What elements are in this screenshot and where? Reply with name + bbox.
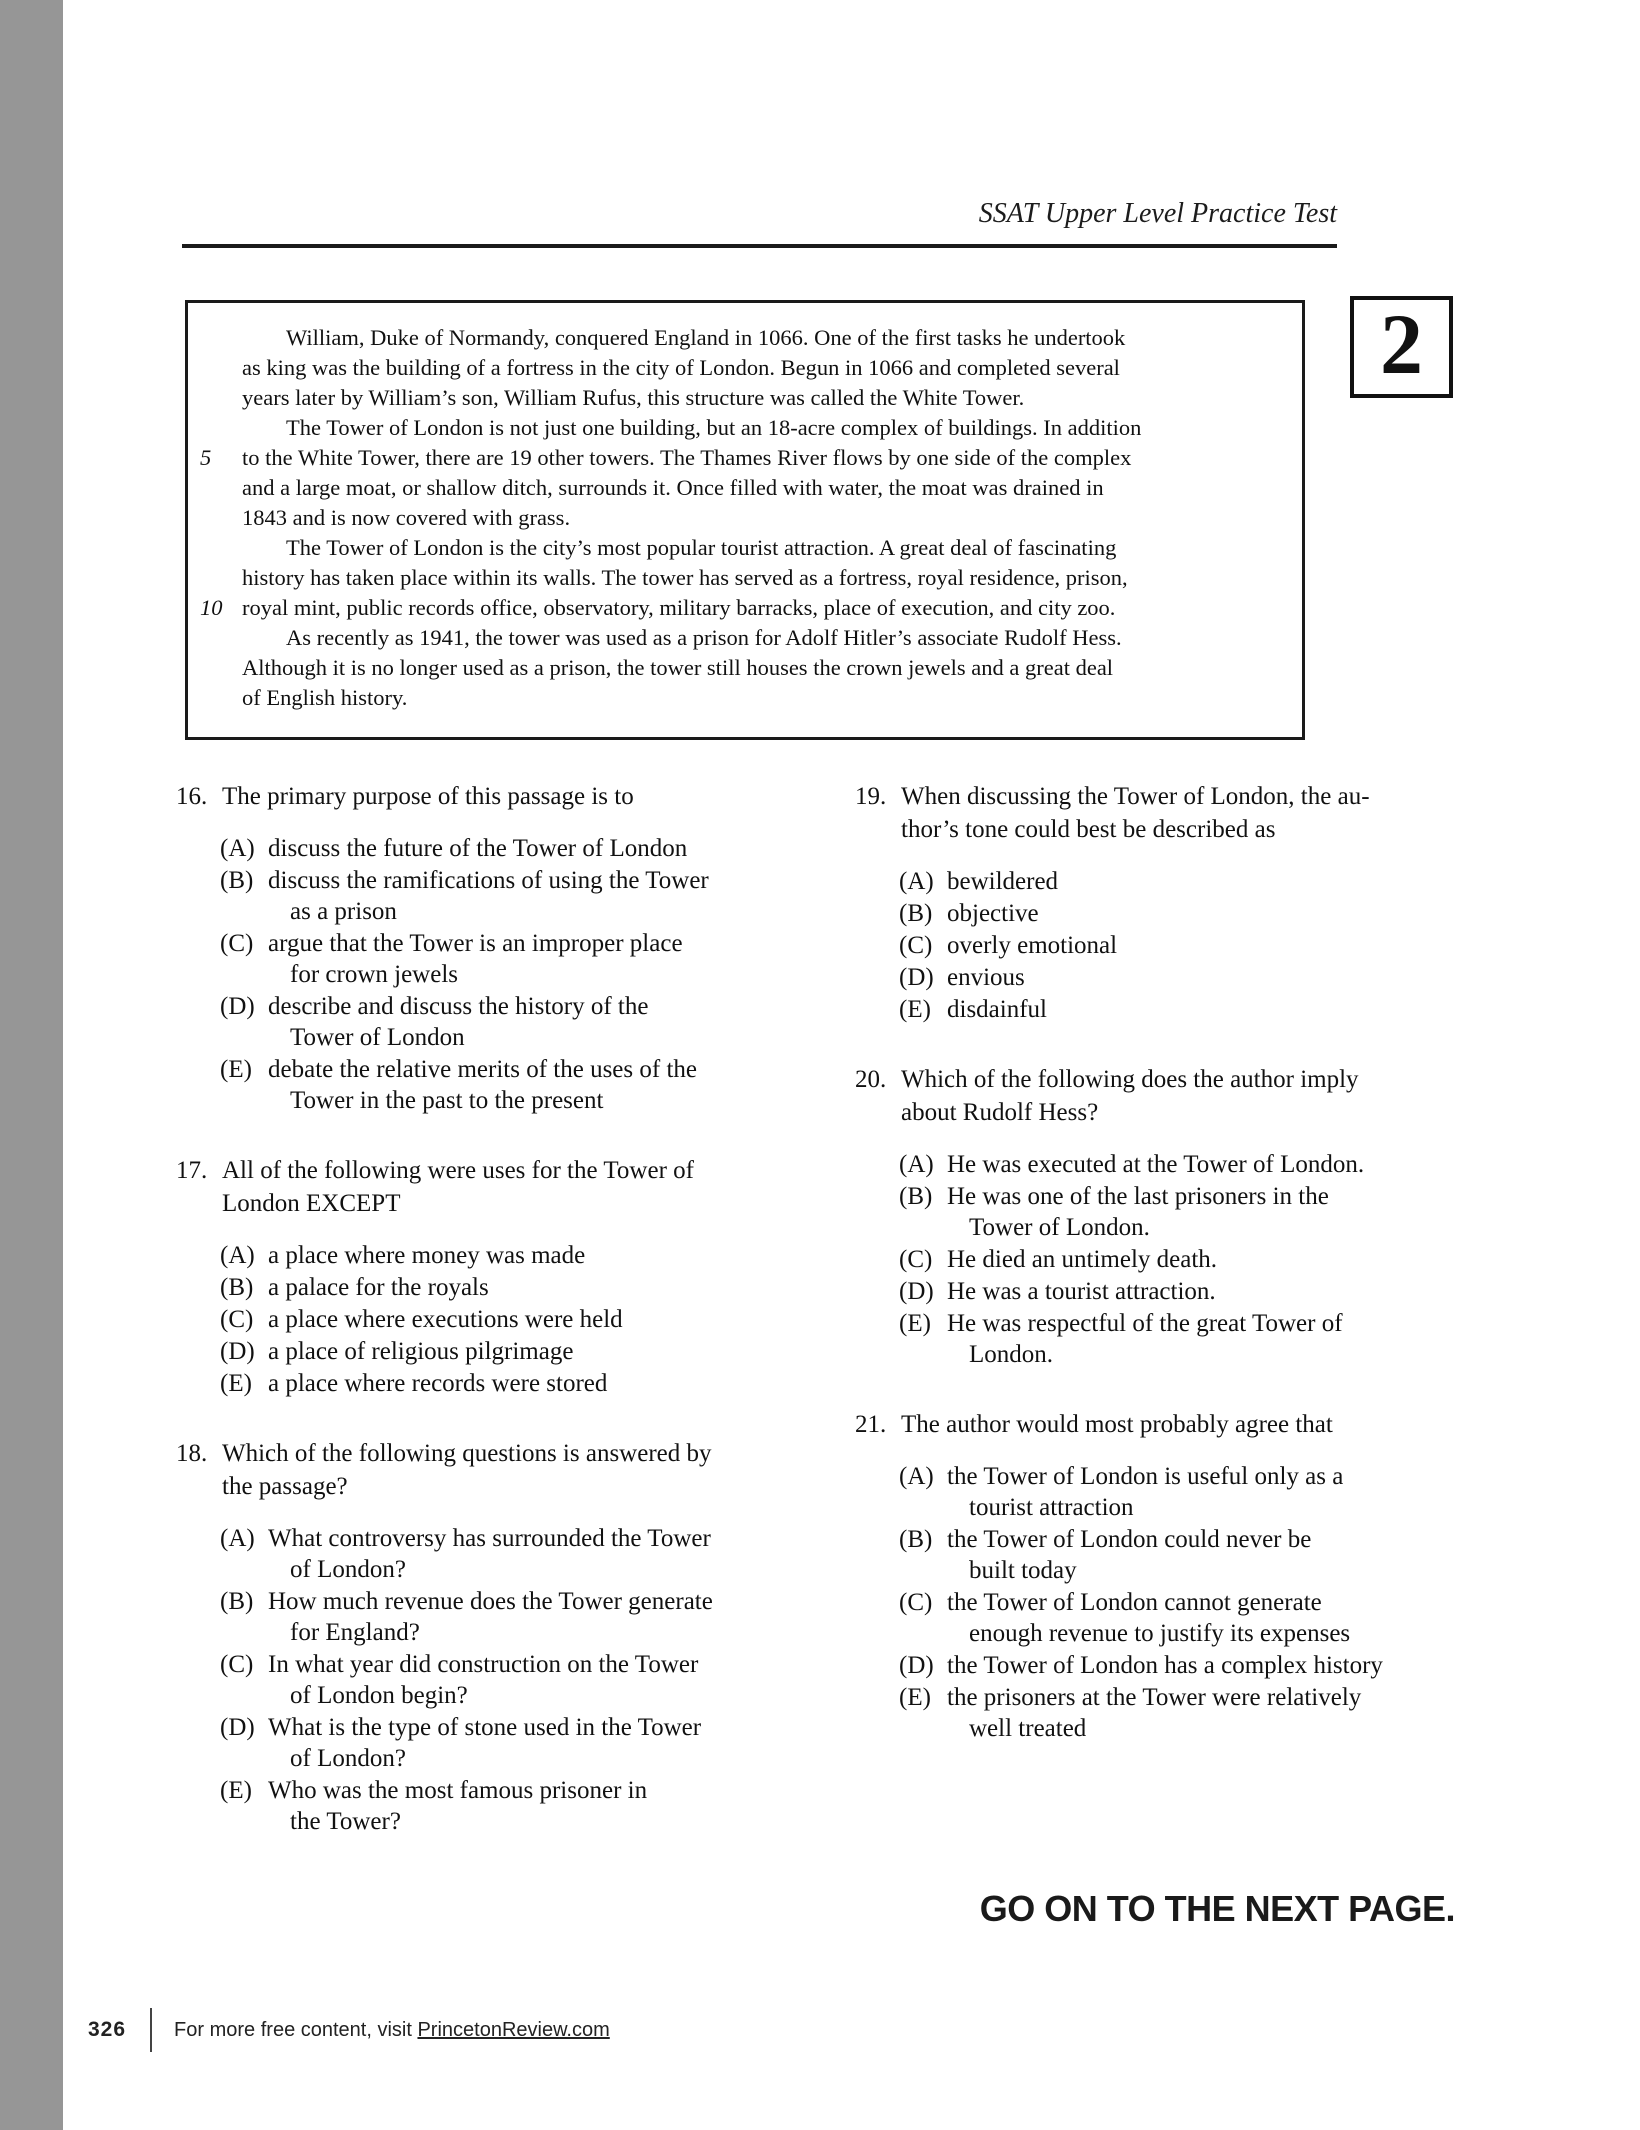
footer-divider [150, 2008, 152, 2052]
passage-text: The Tower of London is not just one building, but an 18-acre complex of buildings. In addition [286, 415, 1142, 440]
option-text-line: Tower of London. [969, 1214, 1150, 1241]
passage-line [196, 413, 1288, 443]
option-text-line: a place where money was made [268, 1242, 586, 1269]
option-text-line: What is the type of stone used in the Tower [268, 1714, 702, 1741]
passage-line [196, 653, 1288, 683]
answer-option [899, 866, 1515, 897]
answer-option [220, 1240, 836, 1271]
passage-line [196, 533, 1288, 563]
passage-text: As recently as 1941, the tower was used as a prison for Adolf Hitler’s associate Rudolf Hess. [286, 625, 1122, 650]
option-text [268, 1368, 836, 1399]
answer-option [899, 1276, 1515, 1307]
option-text-line: for crown jewels [290, 961, 458, 988]
answer-options [220, 833, 836, 1116]
passage-line [196, 623, 1288, 653]
option-text-line: objective [947, 900, 1039, 927]
option-letter: (A) [220, 1525, 255, 1552]
answer-options [899, 866, 1515, 1025]
option-text-line: enough revenue to justify its expenses [969, 1620, 1351, 1647]
passage-text: and a large moat, or shallow ditch, surrounds it. Once filled with water, the moat was drained in [242, 475, 1104, 500]
line-number: 10 [200, 595, 223, 620]
footer-text [174, 2019, 610, 2042]
answer-option [899, 962, 1515, 993]
option-text [947, 930, 1515, 961]
option-text-line: In what year did construction on the Tower [268, 1651, 699, 1678]
header-title: SSAT Upper Level Practice Test [978, 198, 1337, 229]
option-text [268, 1304, 836, 1335]
option-letter: (E) [220, 1056, 252, 1083]
question-stem-line: London EXCEPT [222, 1190, 401, 1217]
option-text [947, 1650, 1515, 1681]
passage-line [196, 683, 1288, 713]
page-edge-bar [0, 0, 63, 2130]
option-text-line: He was a tourist attraction. [947, 1278, 1216, 1305]
passage-line [196, 383, 1288, 413]
question [176, 1437, 836, 1837]
question-stem-text [222, 1437, 836, 1503]
option-text-line: Tower in the past to the present [290, 1087, 604, 1114]
answer-option [220, 1272, 836, 1303]
option-letter: (E) [220, 1777, 252, 1804]
option-letter: (E) [899, 1684, 931, 1711]
line-number [196, 413, 242, 443]
option-letter: (C) [220, 1306, 254, 1333]
answer-option [220, 1054, 836, 1116]
question-stem-line: When discussing the Tower of London, the au- [901, 783, 1370, 810]
option-text-line: He was executed at the Tower of London. [947, 1151, 1365, 1178]
option-letter: (B) [220, 867, 254, 894]
option-letter: (C) [899, 1589, 933, 1616]
option-letter: (E) [899, 996, 931, 1023]
option-text [268, 1272, 836, 1303]
answer-option [220, 1649, 836, 1711]
question-stem-text [901, 1408, 1515, 1441]
answer-option [899, 1461, 1515, 1523]
option-text-line: envious [947, 964, 1025, 991]
option-text [947, 1149, 1515, 1180]
section-number: 2 [1380, 296, 1423, 392]
option-text [268, 1336, 836, 1367]
page-number: 326 [88, 2018, 127, 2041]
option-text [947, 994, 1515, 1025]
option-text-line: the Tower of London is useful only as a [947, 1463, 1344, 1490]
passage-text: history has taken place within its walls. The tower has served as a fortress, royal residence, prison, [242, 565, 1128, 590]
passage-line [196, 473, 1288, 503]
page-footer [88, 2008, 610, 2052]
answer-option [220, 1586, 836, 1648]
option-letter: (A) [899, 868, 934, 895]
option-text-line: Who was the most famous prisoner in [268, 1777, 648, 1804]
option-text [268, 1523, 836, 1585]
question-stem [855, 780, 1515, 846]
option-text-line: the Tower of London cannot generate [947, 1589, 1322, 1616]
option-text-line: the prisoners at the Tower were relatively [947, 1684, 1362, 1711]
passage-text: to the White Tower, there are 19 other towers. The Thames River flows by one side of the complex [242, 445, 1132, 470]
option-letter: (A) [899, 1151, 934, 1178]
option-letter: (A) [899, 1463, 934, 1490]
line-number [196, 563, 242, 593]
question-number: 20. [855, 1066, 887, 1093]
question-stem-text [222, 780, 836, 813]
passage-line [196, 563, 1288, 593]
option-text-line: argue that the Tower is an improper place [268, 930, 683, 957]
option-letter: (B) [899, 1526, 933, 1553]
answer-option [220, 833, 836, 864]
option-letter: (D) [220, 1338, 255, 1365]
question-stem [855, 1063, 1515, 1129]
option-text [268, 991, 836, 1053]
option-text-line: of London begin? [290, 1682, 468, 1709]
question-stem [855, 1408, 1515, 1441]
passage-lines [196, 323, 1288, 713]
passage-line [196, 353, 1288, 383]
question [176, 1154, 836, 1399]
option-text-line: describe and discuss the history of the [268, 993, 649, 1020]
option-text [947, 1587, 1515, 1649]
option-text-line: debate the relative merits of the uses of the [268, 1056, 698, 1083]
question-stem [176, 780, 836, 813]
answer-option [899, 930, 1515, 961]
question-number: 19. [855, 783, 887, 810]
option-text [947, 1461, 1515, 1523]
line-number [196, 323, 242, 353]
option-text-line: the Tower of London has a complex history [947, 1652, 1383, 1679]
answer-option [899, 1308, 1515, 1370]
option-letter: (D) [220, 993, 255, 1020]
answer-option [899, 1587, 1515, 1649]
question-stem-line: the passage? [222, 1473, 348, 1500]
answer-option [899, 1682, 1515, 1744]
option-text-line: What controversy has surrounded the Tower [268, 1525, 711, 1552]
option-text-line: He died an untimely death. [947, 1246, 1218, 1273]
option-letter: (C) [899, 1246, 933, 1273]
answer-option [899, 1181, 1515, 1243]
line-number [196, 503, 242, 533]
answer-option [220, 1712, 836, 1774]
answer-options [899, 1149, 1515, 1370]
option-text-line: London. [969, 1341, 1054, 1368]
option-text-line: He was respectful of the great Tower of [947, 1310, 1343, 1337]
question-stem [176, 1154, 836, 1220]
answer-option [899, 1149, 1515, 1180]
option-letter: (E) [899, 1310, 931, 1337]
question [855, 780, 1515, 1025]
option-letter: (C) [220, 930, 254, 957]
option-letter: (E) [220, 1370, 252, 1397]
answer-options [899, 1461, 1515, 1744]
option-text [268, 1712, 836, 1774]
question-stem-line: Which of the following questions is answered by [222, 1440, 712, 1467]
option-text-line: well treated [969, 1715, 1087, 1742]
passage-text: 1843 and is now covered with grass. [242, 505, 571, 530]
option-letter: (B) [899, 900, 933, 927]
option-text [268, 865, 836, 927]
option-text [947, 1308, 1515, 1370]
answer-option [220, 991, 836, 1053]
passage-text: royal mint, public records office, observatory, military barracks, place of execution, and city zoo. [242, 595, 1116, 620]
option-letter: (B) [220, 1274, 254, 1301]
line-number [196, 653, 242, 683]
question-stem-line: Which of the following does the author imply [901, 1066, 1359, 1093]
answer-option [220, 928, 836, 990]
option-text [947, 1244, 1515, 1275]
question-number: 16. [176, 783, 208, 810]
passage-line [196, 593, 1288, 623]
line-number [196, 473, 242, 503]
question-number: 18. [176, 1440, 208, 1467]
line-number [196, 353, 242, 383]
option-text [268, 1054, 836, 1116]
option-text-line: of London? [290, 1745, 406, 1772]
option-letter: (D) [899, 1278, 934, 1305]
option-text-line: a place where records were stored [268, 1370, 608, 1397]
line-number [196, 683, 242, 713]
option-text-line: tourist attraction [969, 1494, 1134, 1521]
option-text [947, 1682, 1515, 1744]
passage-text: of English history. [242, 685, 408, 710]
option-text-line: disdainful [947, 996, 1047, 1023]
question-stem-line: All of the following were uses for the Tower of [222, 1157, 694, 1184]
option-text-line: a palace for the royals [268, 1274, 489, 1301]
option-text-line: of London? [290, 1556, 406, 1583]
question-stem-line: thor’s tone could best be described as [901, 816, 1276, 843]
answer-options [220, 1523, 836, 1837]
passage-text: William, Duke of Normandy, conquered England in 1066. One of the first tasks he undertook [286, 325, 1126, 350]
line-number [196, 383, 242, 413]
passage-box [185, 300, 1305, 740]
answer-option [899, 994, 1515, 1025]
option-letter: (D) [899, 964, 934, 991]
passage-text: Although it is no longer used as a prison, the tower still houses the crown jewels and a great deal [242, 655, 1114, 680]
question-stem-line: The author would most probably agree that [901, 1411, 1333, 1438]
answer-option [220, 1304, 836, 1335]
footer-link[interactable]: PrincetonReview.com [417, 2018, 610, 2041]
option-text [268, 833, 836, 864]
option-text-line: overly emotional [947, 932, 1118, 959]
passage-line [196, 323, 1288, 353]
passage-text: The Tower of London is the city’s most popular tourist attraction. A great deal of fascinating [286, 535, 1117, 560]
question-stem [176, 1437, 836, 1503]
option-text-line: for England? [290, 1619, 420, 1646]
option-text [268, 1240, 836, 1271]
option-text [268, 1775, 836, 1837]
answer-option [220, 865, 836, 927]
option-text-line: He was one of the last prisoners in the [947, 1183, 1329, 1210]
question-stem-line: The primary purpose of this passage is to [222, 783, 634, 810]
option-text-line: bewildered [947, 868, 1059, 895]
option-text-line: discuss the future of the Tower of London [268, 835, 688, 862]
option-text [947, 962, 1515, 993]
question [855, 1063, 1515, 1370]
option-letter: (C) [899, 932, 933, 959]
option-text [947, 1276, 1515, 1307]
option-text [947, 1181, 1515, 1243]
go-on-instruction: GO ON TO THE NEXT PAGE. [979, 1888, 1455, 1929]
questions-column-right [855, 780, 1515, 1782]
header-rule [182, 244, 1337, 248]
answer-option [220, 1523, 836, 1585]
option-text-line: the Tower? [290, 1808, 401, 1835]
option-text [268, 1649, 836, 1711]
answer-option [899, 1244, 1515, 1275]
passage-line [196, 443, 1288, 473]
answer-options [220, 1240, 836, 1399]
question-stem-text [901, 1063, 1515, 1129]
question-stem-text [901, 780, 1515, 846]
option-text [268, 1586, 836, 1648]
passage-line [196, 503, 1288, 533]
option-text-line: discuss the ramifications of using the Tower [268, 867, 709, 894]
option-text-line: a place of religious pilgrimage [268, 1338, 574, 1365]
option-letter: (C) [220, 1651, 254, 1678]
option-text [947, 1524, 1515, 1586]
option-letter: (D) [220, 1714, 255, 1741]
answer-option [899, 898, 1515, 929]
option-text-line: built today [969, 1557, 1077, 1584]
section-number-badge [1350, 296, 1453, 398]
answer-option [899, 1524, 1515, 1586]
option-letter: (B) [899, 1183, 933, 1210]
answer-option [899, 1650, 1515, 1681]
option-letter: (B) [220, 1588, 254, 1615]
line-number [196, 533, 242, 563]
option-text-line: as a prison [290, 898, 397, 925]
questions-column-left [176, 780, 836, 1875]
line-number: 5 [200, 445, 212, 470]
option-text [947, 866, 1515, 897]
question [176, 780, 836, 1116]
question-number: 21. [855, 1411, 887, 1438]
answer-option [220, 1775, 836, 1837]
passage-text: as king was the building of a fortress in the city of London. Begun in 1066 and completed several [242, 355, 1120, 380]
option-text [268, 928, 836, 990]
answer-option [220, 1336, 836, 1367]
option-text-line: a place where executions were held [268, 1306, 623, 1333]
passage-text: years later by William’s son, William Rufus, this structure was called the White Tower. [242, 385, 1025, 410]
question [855, 1408, 1515, 1744]
question-number: 17. [176, 1157, 208, 1184]
option-text-line: How much revenue does the Tower generate [268, 1588, 713, 1615]
option-text-line: the Tower of London could never be [947, 1526, 1312, 1553]
line-number [196, 623, 242, 653]
answer-option [220, 1368, 836, 1399]
option-letter: (A) [220, 1242, 255, 1269]
footer-text-plain: For more free content, visit [174, 2018, 418, 2041]
question-stem-line: about Rudolf Hess? [901, 1099, 1099, 1126]
option-letter: (A) [220, 835, 255, 862]
option-letter: (D) [899, 1652, 934, 1679]
option-text [947, 898, 1515, 929]
option-text-line: Tower of London [290, 1024, 465, 1051]
question-stem-text [222, 1154, 836, 1220]
